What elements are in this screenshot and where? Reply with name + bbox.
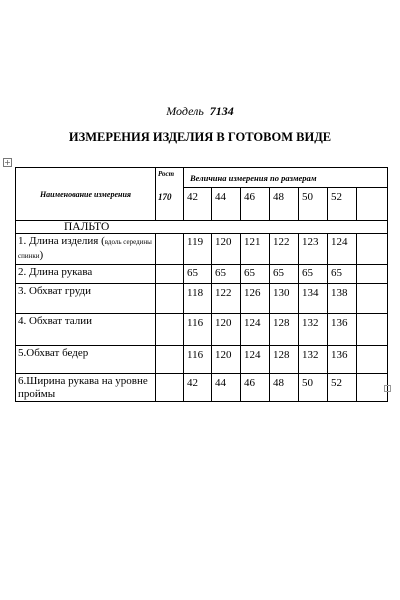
value-cell: 65 (184, 265, 212, 284)
model-title (0, 104, 400, 119)
value-cell: 65 (328, 265, 357, 284)
value-cell: 50 (299, 374, 328, 402)
header-rost (156, 168, 184, 221)
value-cell: 52 (328, 374, 357, 402)
value-cell: 124 (328, 234, 357, 265)
row-name: 5.Обхват бедер (16, 346, 156, 374)
empty-cell (357, 234, 388, 265)
size-cell: 50 (299, 188, 328, 221)
value-cell: 42 (184, 374, 212, 402)
row-name: 3. Обхват груди (16, 284, 156, 314)
header-name: Наименование измерения (16, 168, 156, 221)
value-cell: 128 (270, 346, 299, 374)
model-label: Модель (166, 104, 204, 118)
table-move-handle-icon[interactable]: + (4, 158, 11, 167)
value-cell: 65 (241, 265, 270, 284)
table-resize-handle-icon[interactable] (384, 385, 391, 392)
value-cell: 119 (184, 234, 212, 265)
size-cell: 48 (270, 188, 299, 221)
row-name-end: ) (39, 249, 44, 261)
value-cell: 122 (212, 284, 241, 314)
value-cell: 120 (212, 346, 241, 374)
size-cell: 42 (184, 188, 212, 221)
value-cell: 126 (241, 284, 270, 314)
row-name: 2. Длина рукава (16, 265, 156, 284)
section-label: ПАЛЬТО (16, 221, 388, 234)
value-cell: 116 (184, 346, 212, 374)
value-cell: 138 (328, 284, 357, 314)
page-title: ИЗМЕРЕНИЯ ИЗДЕЛИЯ В ГОТОВОМ ВИДЕ (68, 130, 332, 144)
value-cell: 130 (270, 284, 299, 314)
rost-cell (156, 234, 184, 265)
value-cell: 120 (212, 314, 241, 346)
empty-cell (357, 314, 388, 346)
value-cell: 124 (241, 346, 270, 374)
value-cell: 136 (328, 346, 357, 374)
rost-cell (156, 284, 184, 314)
size-cell: 52 (328, 188, 357, 221)
table-row (16, 374, 388, 402)
value-cell: 118 (184, 284, 212, 314)
rost-value: 170 (158, 192, 172, 202)
empty-cell (357, 374, 388, 402)
size-cell: 44 (212, 188, 241, 221)
value-cell: 121 (241, 234, 270, 265)
row-name (16, 234, 156, 265)
value-cell: 123 (299, 234, 328, 265)
value-cell: 116 (184, 314, 212, 346)
table-row (16, 284, 388, 314)
rost-label: Рост (158, 170, 175, 178)
rost-cell (156, 265, 184, 284)
model-number: 7134 (209, 104, 234, 118)
empty-cell (357, 284, 388, 314)
value-cell: 124 (241, 314, 270, 346)
value-cell: 132 (299, 314, 328, 346)
value-cell: 134 (299, 284, 328, 314)
value-cell: 48 (270, 374, 299, 402)
table-row (16, 234, 388, 265)
row-name-note: вдоль середины спинки (18, 238, 152, 260)
header-sizes: Величина измерения по размерам (184, 168, 388, 188)
table-row (16, 346, 388, 374)
value-cell: 132 (299, 346, 328, 374)
rost-cell (156, 314, 184, 346)
measurements-table (15, 167, 388, 402)
value-cell: 120 (212, 234, 241, 265)
section-row (16, 221, 388, 234)
value-cell: 46 (241, 374, 270, 402)
value-cell: 122 (270, 234, 299, 265)
value-cell: 44 (212, 374, 241, 402)
size-cell: 46 (241, 188, 270, 221)
row-name-text: 1. Длина изделия ( (18, 235, 105, 247)
table-header-row (16, 168, 388, 188)
value-cell: 65 (299, 265, 328, 284)
empty-cell (357, 265, 388, 284)
rost-cell (156, 374, 184, 402)
value-cell: 128 (270, 314, 299, 346)
value-cell: 65 (212, 265, 241, 284)
value-cell: 65 (270, 265, 299, 284)
table-row (16, 265, 388, 284)
table-row (16, 314, 388, 346)
row-name: 4. Обхват талии (16, 314, 156, 346)
empty-cell (357, 188, 388, 221)
row-name: 6.Ширина рукава на уровне проймы (16, 374, 156, 402)
empty-cell (357, 346, 388, 374)
rost-cell (156, 346, 184, 374)
value-cell: 136 (328, 314, 357, 346)
